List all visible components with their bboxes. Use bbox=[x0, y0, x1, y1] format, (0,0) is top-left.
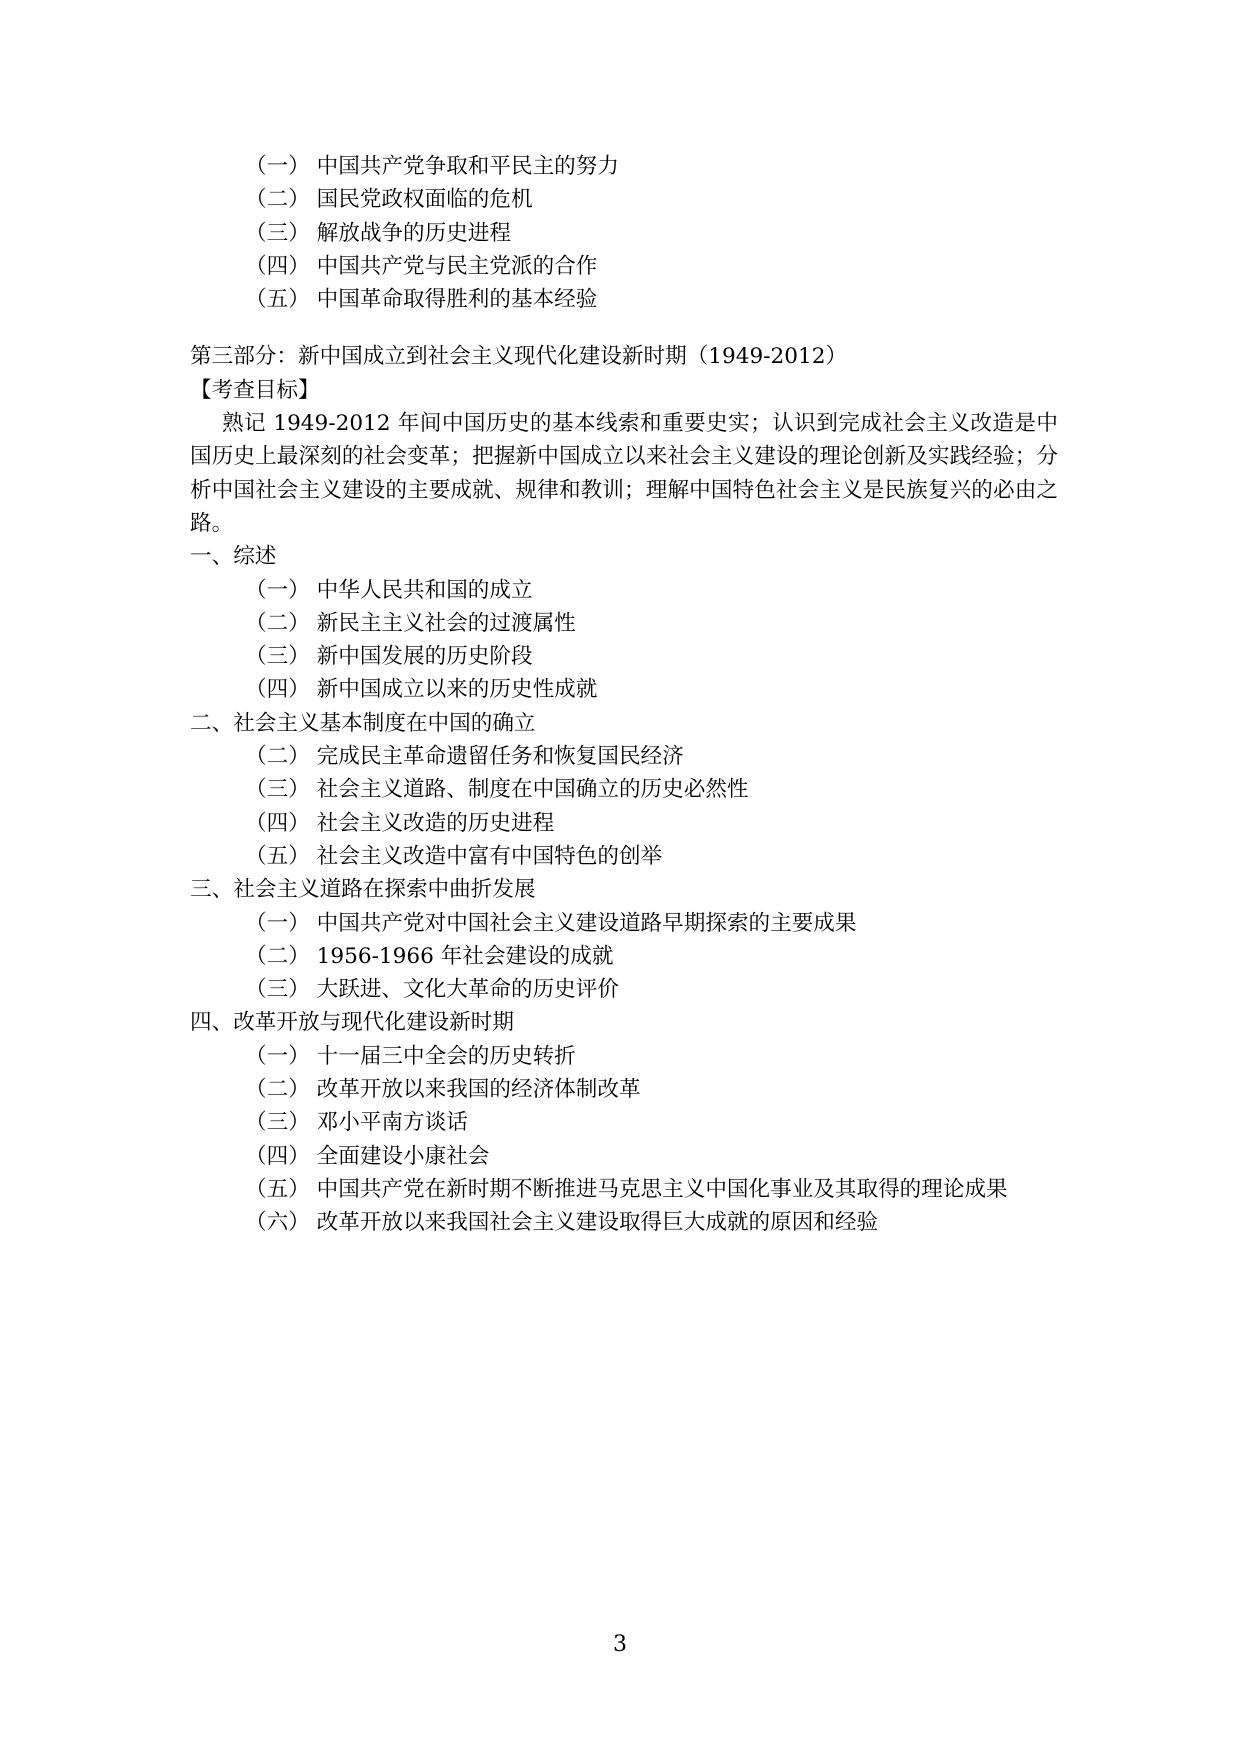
document-page-content bbox=[190, 150, 1058, 1240]
outline-item: （二） 新民主主义社会的过渡属性 bbox=[245, 610, 576, 636]
outline-item: （五） 中国共产党在新时期不断推进马克思主义中国化事业及其取得的理论成果 bbox=[245, 1176, 1008, 1202]
outline-item: （三） 大跃进、文化大革命的历史评价 bbox=[245, 977, 619, 1003]
outline-item: （一） 中华人民共和国的成立 bbox=[245, 577, 533, 603]
exam-objective-label: 【考查目标】 bbox=[190, 377, 320, 403]
outline-item: （二） 国民党政权面临的危机 bbox=[245, 187, 533, 213]
outline-item: （一） 中国共产党对中国社会主义建设道路早期探索的主要成果 bbox=[245, 910, 857, 936]
outline-item: （五） 中国革命取得胜利的基本经验 bbox=[245, 287, 598, 313]
part-three-heading: 第三部分：新中国成立到社会主义现代化建设新时期（1949-2012） bbox=[190, 344, 848, 370]
outline-item: （二） 改革开放以来我国的经济体制改革 bbox=[245, 1077, 641, 1103]
outline-item: （一） 中国共产党争取和平民主的努力 bbox=[245, 154, 619, 179]
outline-item: （五） 社会主义改造中富有中国特色的创举 bbox=[245, 843, 663, 869]
outline-item: （三） 解放战争的历史进程 bbox=[245, 220, 511, 246]
section-title: 三、社会主义道路在探索中曲折发展 bbox=[190, 877, 536, 903]
outline-item: （二） 完成民主革命遗留任务和恢复国民经济 bbox=[245, 744, 684, 770]
continued-outline-list bbox=[190, 150, 1058, 316]
outline-item: （四） 中国共产党与民主党派的合作 bbox=[245, 253, 598, 279]
outline-item: （二） 1956-1966 年社会建设的成就 bbox=[245, 943, 614, 969]
outline-item: （三） 新中国发展的历史阶段 bbox=[245, 644, 533, 670]
page-number: 3 bbox=[613, 1632, 627, 1657]
outline-item: （一） 十一届三中全会的历史转折 bbox=[245, 1043, 576, 1069]
section-title: 二、社会主义基本制度在中国的确立 bbox=[190, 710, 536, 736]
outline-item: （三） 社会主义道路、制度在中国确立的历史必然性 bbox=[245, 777, 749, 803]
outline-item: （四） 新中国成立以来的历史性成就 bbox=[245, 677, 598, 703]
outline-item: （六） 改革开放以来我国社会主义建设取得巨大成就的原因和经验 bbox=[245, 1210, 879, 1236]
section-title: 四、改革开放与现代化建设新时期 bbox=[190, 1010, 514, 1036]
outline-item: （四） 全面建设小康社会 bbox=[245, 1143, 490, 1169]
outline-item: （四） 社会主义改造的历史进程 bbox=[245, 810, 555, 836]
exam-objective-text: 熟记 1949-2012 年间中国历史的基本线索和重要史实；认识到完成社会主义改造是中国历史上最深刻的社会变革；把握新中国成立以来社会主义建设的理论创新及实践经验；分析中国社会主义建设的主要成就、规律和教训；理解中国特色社会主义是民族复兴的必由之路。 bbox=[190, 411, 1058, 536]
outline-item: （三） 邓小平南方谈话 bbox=[245, 1110, 468, 1136]
section-title: 一、综述 bbox=[190, 544, 277, 570]
outline-sections bbox=[190, 540, 1058, 1239]
